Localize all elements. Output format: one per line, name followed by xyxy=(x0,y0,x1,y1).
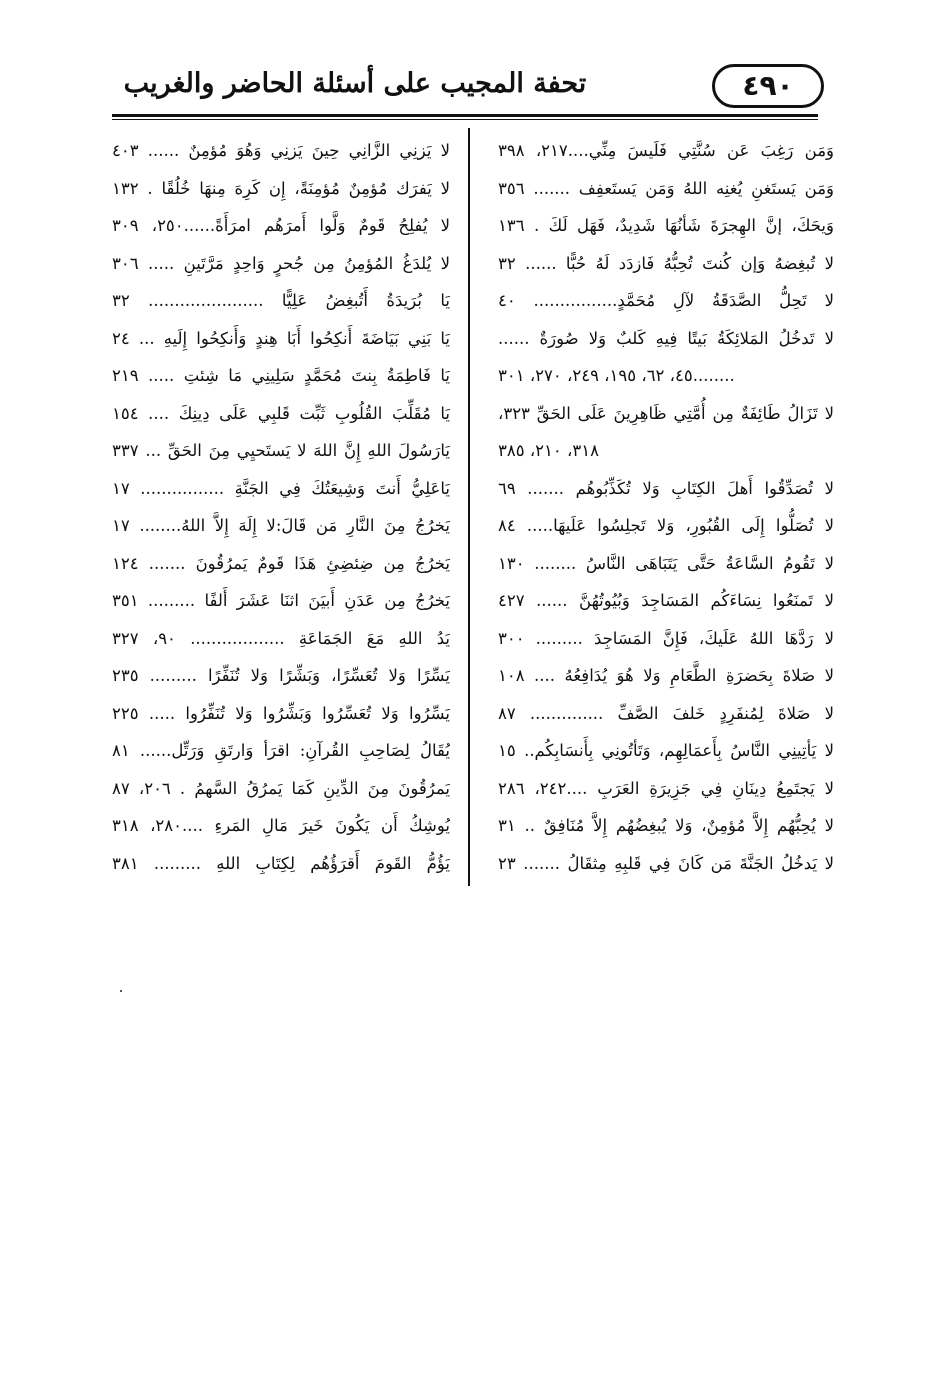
index-column-right xyxy=(498,132,834,882)
header-rule xyxy=(112,114,818,117)
scan-speck xyxy=(120,990,122,992)
index-entry: لا يَدخُلُ الجَنَّةَ مَن كَانَ فِي قَلبِهِ مِثقَالُ ....... ٢٣ xyxy=(498,853,834,873)
index-entry: يَؤُمُّ القَومَ أَقرَؤُهُم لِكِتَابِ اللهِ ......... ٣٨١ xyxy=(112,853,450,873)
page-header xyxy=(112,60,824,112)
index-entry-continuation: ........٤٥، ٦٢، ١٩٥، ٢٤٩، ٢٧٠، ٣٠١ xyxy=(498,366,735,385)
index-entry: يَخرُجُ مِن عَدَنِ أَبيَنَ اثنَا عَشَرَ أَلفًا ......... ٣٥١ xyxy=(112,591,450,610)
index-entry: لا يَأتِينِي النَّاسُ بِأَعمَالِهِم، وَتَأتُونِي بِأَنسَابِكُم.. ١٥ xyxy=(498,741,834,760)
index-entry: لا يُفلِحُ قَومٌ وَلَّوا أَمرَهُم امرَأَةً......٢٥٠، ٣٠٩ xyxy=(112,216,450,235)
index-entry: يَسِّرًا وَلا تُعَسِّرًا، وَبَشِّرًا وَلا تُنَفِّرًا ......... ٢٣٥ xyxy=(112,666,450,685)
index-entry: يُقَالُ لِصَاحِبِ القُرآنِ: اقرَأ وَارتَقِ وَرَتِّل...... ٨١ xyxy=(112,741,450,760)
index-entry: يَارَسُولَ اللهِ إِنَّ اللهَ لا يَستَحيِي مِنَ الحَقِّ ... ٣٣٧ xyxy=(112,441,450,460)
index-column-left xyxy=(112,132,450,882)
index-entry: لا تَحِلُّ الصَّدَقَةُ لآلِ مُحَمَّدٍ................ ٤٠ xyxy=(498,291,834,310)
page-number: ٤٩٠ xyxy=(742,69,794,102)
index-entry: لا صَلاةَ بِحَضرَةِ الطَّعَامِ وَلا هُوَ يُدَافِعُهُ .... ١٠٨ xyxy=(498,666,834,685)
index-entry: يَمرُقُونَ مِنَ الدِّينِ كَمَا يَمرُقُ السَّهمُ . ٢٠٦، ٨٧ xyxy=(112,778,450,798)
index-entry: يَاعَلِيُّ أَنتَ وَشِيعَتُكَ فِي الجَنَّةِ ................ ١٧ xyxy=(112,478,450,498)
index-entry: لا تُصَدِّقُوا أَهلَ الكِتَابِ وَلا تُكَذِّبُوهُم ....... ٦٩ xyxy=(498,478,834,498)
index-entry: يَا فَاطِمَةُ بِنتَ مُحَمَّدٍ سَلِينِي مَا شِئتِ ..... ٢١٩ xyxy=(112,366,450,385)
index-entry: لا يَزنِي الزَّانِي حِينَ يَزنِي وَهُوَ مُؤمِنٌ ...... ٤٠٣ xyxy=(112,141,450,160)
index-entry: لا يُحِبُّهُم إِلاَّ مُؤمِنٌ، وَلا يُبغِضُهُم إِلاَّ مُنَافِقٌ .. ٣١ xyxy=(498,816,834,835)
index-entry: لا رَدَّهَا اللهُ عَلَيكَ، فَإِنَّ المَسَاجِدَ ......... ٣٠٠ xyxy=(498,628,834,648)
index-entry: يَا بَنِي بَيَاضَةَ أَنكِحُوا أَبَا هِندٍ وَأَنكِحُوا إِلَيهِ ... ٢٤ xyxy=(112,328,450,348)
index-entry: لا تَمنَعُوا نِسَاءَكُم المَسَاجِدَ وَبُيُوتُهُنَّ ...... ٤٢٧ xyxy=(498,591,834,610)
index-entry: يُوشِكُ أَن يَكُونَ خَيرَ مَالِ المَرءِ ....٢٨٠، ٣١٨ xyxy=(112,816,450,835)
index-entry: لا يَفرَك مُؤمِنٌ مُؤمِنَةً، إِن كَرِهَ مِنهَا خُلُقًا . ١٣٢ xyxy=(112,178,450,198)
index-entry: لا تَزَالُ طَائِفَةٌ مِن أُمَّتِي ظَاهِرِينَ عَلَى الحَقِّ ٣٢٣، xyxy=(498,403,834,423)
index-entry: يَسِّرُوا وَلا تُعَسِّرُوا وَبَشِّرُوا وَلا تُنَفِّرُوا ..... ٢٢٥ xyxy=(112,703,450,723)
index-entry: يَخرُجُ مِنَ النَّارِ مَن قَالَ:لا إِلَهَ إِلاَّ اللهُ........ ١٧ xyxy=(112,516,450,535)
index-entry: يَا مُقَلِّبَ القُلُوبِ ثَبِّت قَلبِي عَلَى دِينِكَ .... ١٥٤ xyxy=(112,403,450,423)
index-entry: وَمَن يَستَغنِ يُغنِه اللهُ وَمَن يَستَعفِف ....... ٣٥٦ xyxy=(498,178,834,198)
index-entry: لا تَدخُلُ المَلائِكَةُ بَيتًا فِيهِ كَلبٌ وَلا صُورَةٌ ...... xyxy=(498,328,834,348)
column-divider xyxy=(468,128,470,886)
index-entry: لا يُلدَغُ المُؤمِنُ مِن جُحرٍ وَاحِدٍ مَرَّتَينِ ..... ٣٠٦ xyxy=(112,253,450,273)
header-rule-thin xyxy=(112,119,818,120)
index-entry: لا تُصَلُّوا إِلَى القُبُورِ، وَلا تَجلِسُوا عَلَيهَا..... ٨٤ xyxy=(498,516,834,535)
index-entry: يَا بُرَيدَةُ أَتُبغِضُ عَلِيًّا ...................... ٣٢ xyxy=(112,291,450,310)
index-entry-continuation: ٣١٨، ٢١٠، ٣٨٥ xyxy=(498,441,599,460)
index-entry: لا صَلاةَ لِمُنفَرِدٍ خَلفَ الصَّفِّ .............. ٨٧ xyxy=(498,703,834,723)
index-entry: لا تُبغِضهُ وَإن كُنتَ تُحِبُّهُ فَازدَد لَهُ حُبًّا ...... ٣٢ xyxy=(498,253,834,273)
index-entry: لا تَقُومُ السَّاعَةُ حَتَّى يَتَبَاهَى النَّاسُ ........ ١٣٠ xyxy=(498,553,834,573)
index-entry: يَدُ اللهِ مَعَ الجَمَاعَةِ .................. ٩٠، ٣٢٧ xyxy=(112,628,450,648)
index-entry: وَمَن رَغِبَ عَن سُنَّتِي فَلَيسَ مِنِّي....٢١٧، ٣٩٨ xyxy=(498,141,834,160)
index-entry: لا يَجتَمِعُ دِينَانِ فِي جَزِيرَةِ العَرَبِ ....٢٤٢، ٢٨٦ xyxy=(498,778,834,798)
running-title: تحفة المجيب على أسئلة الحاضر والغريب xyxy=(123,68,587,99)
page-number-badge xyxy=(712,64,824,108)
index-entry: وَيحَكَ، إنَّ الهِجرَةَ شَأنُهَا شَدِيدٌ، فَهَل لَكَ . ١٣٦ xyxy=(498,216,834,235)
index-entry: يَخرُجُ مِن ضِئضِئِ هَذَا قَومٌ يَمرُقُونَ ....... ١٢٤ xyxy=(112,553,450,573)
